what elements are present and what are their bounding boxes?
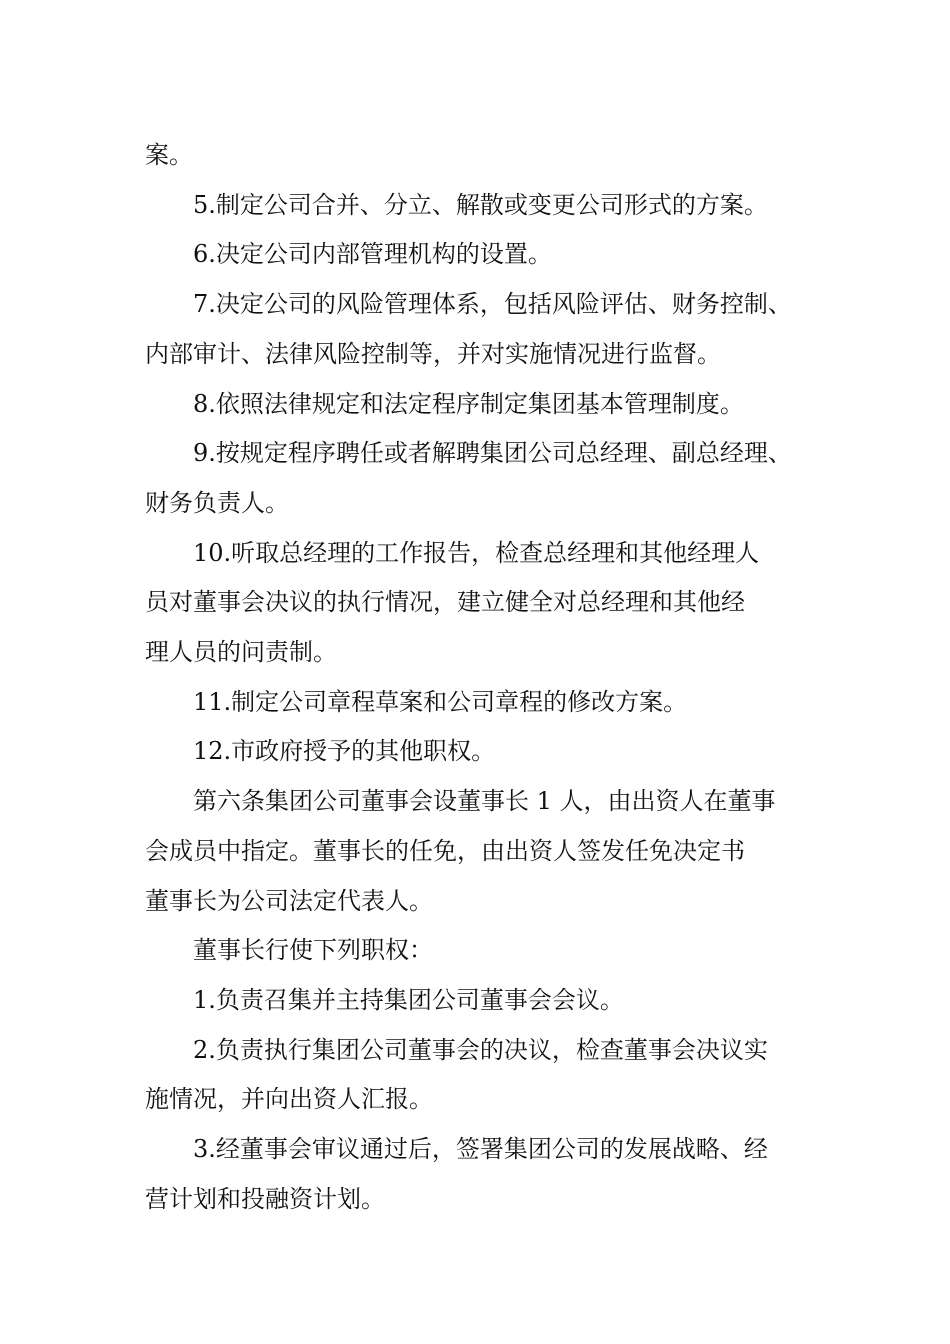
text-line: 案。	[145, 141, 193, 169]
text-line: 5.制定公司合并、分立、解散或变更公司形式的方案。	[193, 190, 768, 219]
text-line: 财务负责人。	[145, 488, 289, 517]
paragraph-item-6	[145, 230, 825, 280]
text-line: 员对董事会决议的执行情况，建立健全对总经理和其他经	[145, 588, 745, 617]
paragraph-item-10	[145, 529, 825, 678]
paragraph-article-6	[145, 777, 825, 926]
text-line: 6.决定公司内部管理机构的设置。	[193, 240, 552, 269]
text-line: 第六条集团公司董事会设董事长 1 人，由出资人在董事	[193, 787, 776, 816]
text-line: 2.负责执行集团公司董事会的决议，检查董事会决议实	[193, 1035, 768, 1064]
text-line: 1.负责召集并主持集团公司董事会会议。	[193, 985, 624, 1014]
text-line: 8.依照法律规定和法定程序制定集团基本管理制度。	[193, 389, 744, 418]
text-line: 董事长为公司法定代表人。	[145, 886, 433, 915]
text-line: 会成员中指定。董事长的任免，由出资人签发任免决定书	[145, 836, 745, 865]
text-line: 理人员的问责制。	[145, 638, 337, 667]
document-body	[145, 131, 825, 1224]
text-line: 内部审计、法律风险控制等，并对实施情况进行监督。	[145, 339, 721, 368]
paragraph-item-11	[145, 678, 825, 728]
paragraph-item-8	[145, 380, 825, 430]
paragraph-chairman-powers-heading	[145, 926, 825, 976]
paragraph-chairman-item-3	[145, 1125, 825, 1224]
paragraph-item-12	[145, 727, 825, 777]
paragraph-continuation	[145, 131, 825, 181]
text-line: 12.市政府授予的其他职权。	[193, 737, 496, 766]
paragraph-item-7	[145, 280, 825, 379]
paragraph-item-5	[145, 181, 825, 231]
paragraph-item-9	[145, 429, 825, 528]
text-line: 董事长行使下列职权：	[193, 936, 433, 965]
text-line: 3.经董事会审议通过后，签署集团公司的发展战略、经	[193, 1135, 768, 1164]
text-line: 营计划和投融资计划。	[145, 1184, 385, 1213]
paragraph-chairman-item-1	[145, 976, 825, 1026]
text-line: 施情况，并向出资人汇报。	[145, 1085, 433, 1114]
text-line: 11.制定公司章程草案和公司章程的修改方案。	[193, 687, 688, 716]
text-line: 10.听取总经理的工作报告，检查总经理和其他经理人	[193, 538, 760, 567]
paragraph-chairman-item-2	[145, 1026, 825, 1125]
text-line: 7.决定公司的风险管理体系，包括风险评估、财务控制、	[193, 290, 792, 319]
text-line: 9.按规定程序聘任或者解聘集团公司总经理、副总经理、	[193, 439, 792, 468]
